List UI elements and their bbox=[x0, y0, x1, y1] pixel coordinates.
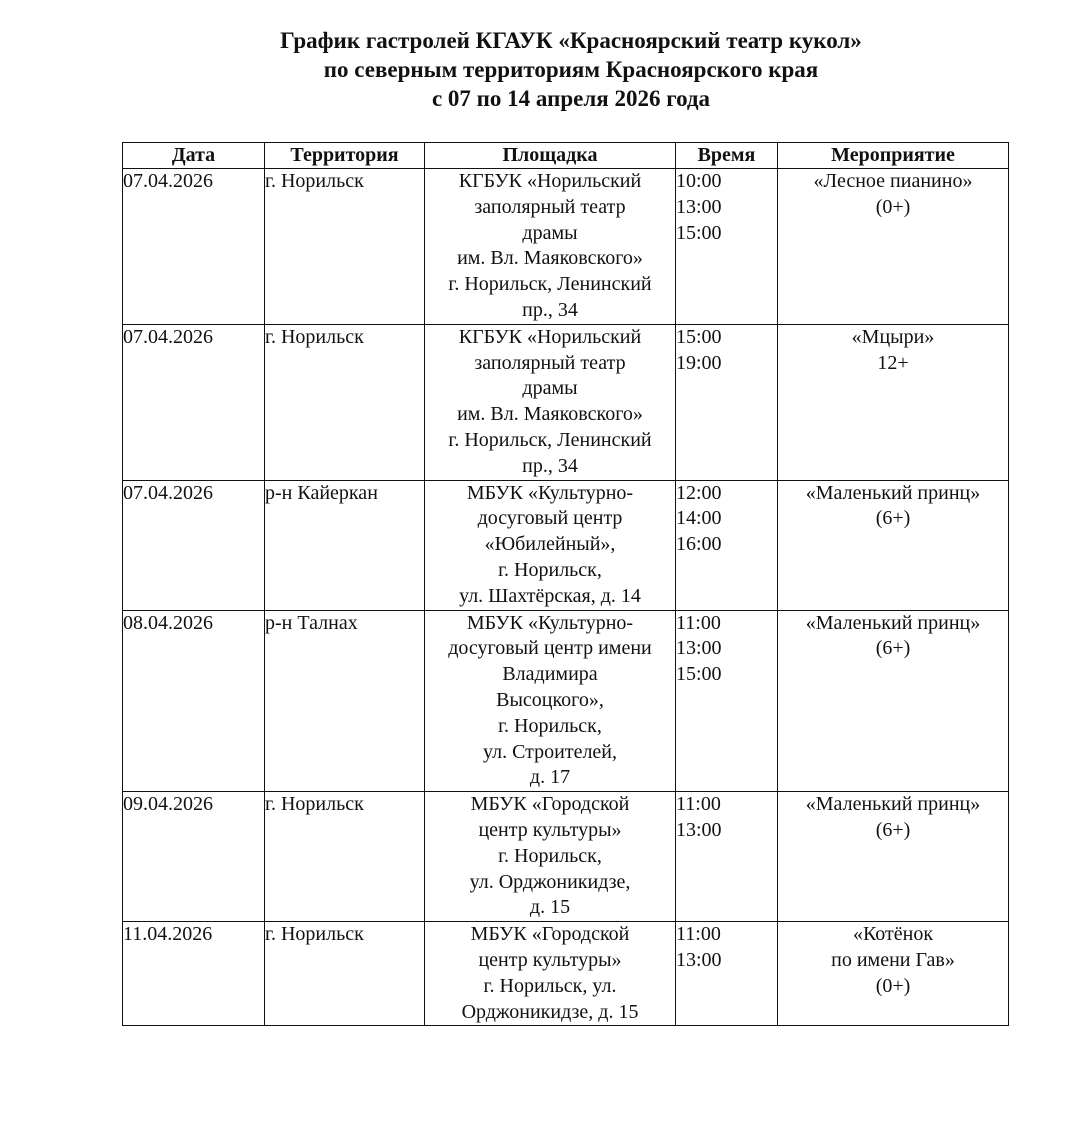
venue-line: МБУК «Городской bbox=[470, 923, 630, 946]
cell-venue bbox=[425, 324, 676, 480]
time-slot: 13:00 bbox=[676, 818, 722, 841]
time-slot: 16:00 bbox=[676, 533, 722, 556]
cell-territory: г. Норильск bbox=[265, 792, 425, 922]
cell-event bbox=[778, 480, 1009, 610]
event-line: «Лесное пианино» bbox=[813, 170, 973, 192]
venue-line: г. Норильск, bbox=[498, 714, 602, 737]
table-row bbox=[123, 922, 1009, 1026]
table-row bbox=[123, 792, 1009, 922]
venue-line: центр культуры» bbox=[478, 818, 622, 841]
tour-schedule-table bbox=[122, 142, 1009, 1026]
event-line: (0+) bbox=[875, 974, 911, 997]
venue-line: драмы bbox=[522, 221, 578, 244]
time-slot: 11:00 bbox=[676, 793, 721, 816]
event-line: «Мцыри» bbox=[851, 325, 935, 348]
title-line-2: по северным территориям Красноярского края bbox=[323, 57, 819, 82]
cell-time bbox=[676, 480, 778, 610]
time-slot: 13:00 bbox=[676, 637, 722, 660]
cell-time bbox=[676, 922, 778, 1026]
event-line: (0+) bbox=[875, 195, 911, 218]
venue-line: драмы bbox=[522, 377, 578, 400]
time-slot: 11:00 bbox=[676, 611, 721, 634]
time-slot: 15:00 bbox=[676, 221, 722, 244]
cell-time bbox=[676, 610, 778, 792]
cell-date: 07.04.2026 bbox=[123, 169, 265, 325]
venue-line: пр., 34 bbox=[522, 454, 578, 477]
cell-time bbox=[676, 324, 778, 480]
venue-line: пр., 34 bbox=[522, 298, 578, 321]
cell-time bbox=[676, 792, 778, 922]
cell-territory: р-н Кайеркан bbox=[265, 480, 425, 610]
title-line-1: График гастролей КГАУК «Красноярский театр кукол» bbox=[280, 28, 862, 53]
header-date: Дата bbox=[123, 143, 265, 169]
event-line: 12+ bbox=[877, 351, 909, 374]
venue-line: г. Норильск, bbox=[498, 558, 602, 581]
venue-line: г. Норильск, Ленинский bbox=[448, 428, 652, 451]
document-title bbox=[0, 26, 1086, 113]
header-time: Время bbox=[676, 143, 778, 169]
cell-venue bbox=[425, 922, 676, 1026]
cell-event bbox=[778, 792, 1009, 922]
venue-line: д. 17 bbox=[529, 766, 571, 789]
cell-date: 09.04.2026 bbox=[123, 792, 265, 922]
venue-line: КГБУК «Норильский bbox=[458, 325, 642, 348]
time-slot: 11:00 bbox=[676, 923, 721, 946]
cell-territory: г. Норильск bbox=[265, 324, 425, 480]
cell-venue bbox=[425, 480, 676, 610]
time-slot: 14:00 bbox=[676, 507, 722, 530]
table-header-row bbox=[123, 143, 1009, 169]
event-line: «Маленький принц» bbox=[805, 793, 981, 816]
venue-line: КГБУК «Норильский bbox=[458, 170, 642, 192]
venue-line: МБУК «Городской bbox=[470, 793, 630, 816]
event-line: (6+) bbox=[875, 507, 911, 530]
venue-line: досуговый центр bbox=[477, 507, 623, 530]
cell-venue bbox=[425, 169, 676, 325]
time-slot: 15:00 bbox=[676, 663, 722, 686]
event-line: «Котёнок bbox=[852, 923, 934, 946]
venue-line: г. Норильск, Ленинский bbox=[448, 273, 652, 296]
time-slot: 12:00 bbox=[676, 481, 722, 504]
venue-line: ул. Шахтёрская, д. 14 bbox=[459, 584, 641, 607]
venue-line: г. Норильск, ул. bbox=[483, 974, 617, 997]
venue-line: Высоцкого», bbox=[496, 688, 604, 711]
cell-territory: р-н Талнах bbox=[265, 610, 425, 792]
cell-date: 08.04.2026 bbox=[123, 610, 265, 792]
time-slot: 13:00 bbox=[676, 195, 722, 218]
table-row bbox=[123, 480, 1009, 610]
venue-line: Орджоникидзе, д. 15 bbox=[461, 1000, 639, 1023]
table-row bbox=[123, 324, 1009, 480]
venue-line: ул. Строителей, bbox=[482, 740, 618, 763]
table-row bbox=[123, 610, 1009, 792]
header-venue: Площадка bbox=[425, 143, 676, 169]
venue-line: центр культуры» bbox=[478, 948, 622, 971]
cell-venue bbox=[425, 610, 676, 792]
cell-date: 07.04.2026 bbox=[123, 480, 265, 610]
venue-line: досуговый центр имени bbox=[448, 637, 652, 660]
table-body bbox=[123, 169, 1009, 1026]
cell-territory: г. Норильск bbox=[265, 169, 425, 325]
venue-line: МБУК «Культурно- bbox=[466, 481, 634, 504]
venue-line: МБУК «Культурно- bbox=[466, 611, 634, 634]
cell-event bbox=[778, 324, 1009, 480]
venue-line: заполярный театр bbox=[474, 351, 626, 374]
event-line: (6+) bbox=[875, 818, 911, 841]
cell-date: 07.04.2026 bbox=[123, 324, 265, 480]
venue-line: им. Вл. Маяковского» bbox=[457, 403, 643, 426]
event-line: (6+) bbox=[875, 637, 911, 660]
time-slot: 19:00 bbox=[676, 351, 722, 374]
venue-line: заполярный театр bbox=[474, 195, 626, 218]
cell-venue bbox=[425, 792, 676, 922]
cell-event bbox=[778, 610, 1009, 792]
title-line-3: с 07 по 14 апреля 2026 года bbox=[431, 86, 711, 111]
cell-event bbox=[778, 922, 1009, 1026]
event-line: «Маленький принц» bbox=[805, 481, 981, 504]
venue-line: г. Норильск, bbox=[498, 844, 602, 867]
venue-line: Владимира bbox=[502, 663, 598, 686]
venue-line: «Юбилейный», bbox=[484, 533, 616, 556]
cell-territory: г. Норильск bbox=[265, 922, 425, 1026]
event-line: по имени Гав» bbox=[831, 948, 955, 971]
header-event: Мероприятие bbox=[778, 143, 1009, 169]
venue-line: ул. Орджоникидзе, bbox=[469, 870, 631, 893]
venue-line: им. Вл. Маяковского» bbox=[457, 247, 643, 270]
cell-date: 11.04.2026 bbox=[123, 922, 265, 1026]
event-line: «Маленький принц» bbox=[805, 611, 981, 634]
time-slot: 13:00 bbox=[676, 948, 722, 971]
header-territory: Территория bbox=[265, 143, 425, 169]
cell-time bbox=[676, 169, 778, 325]
cell-event bbox=[778, 169, 1009, 325]
table-row bbox=[123, 169, 1009, 325]
time-slot: 15:00 bbox=[676, 325, 722, 348]
time-slot: 10:00 bbox=[676, 170, 722, 192]
venue-line: д. 15 bbox=[529, 896, 571, 919]
